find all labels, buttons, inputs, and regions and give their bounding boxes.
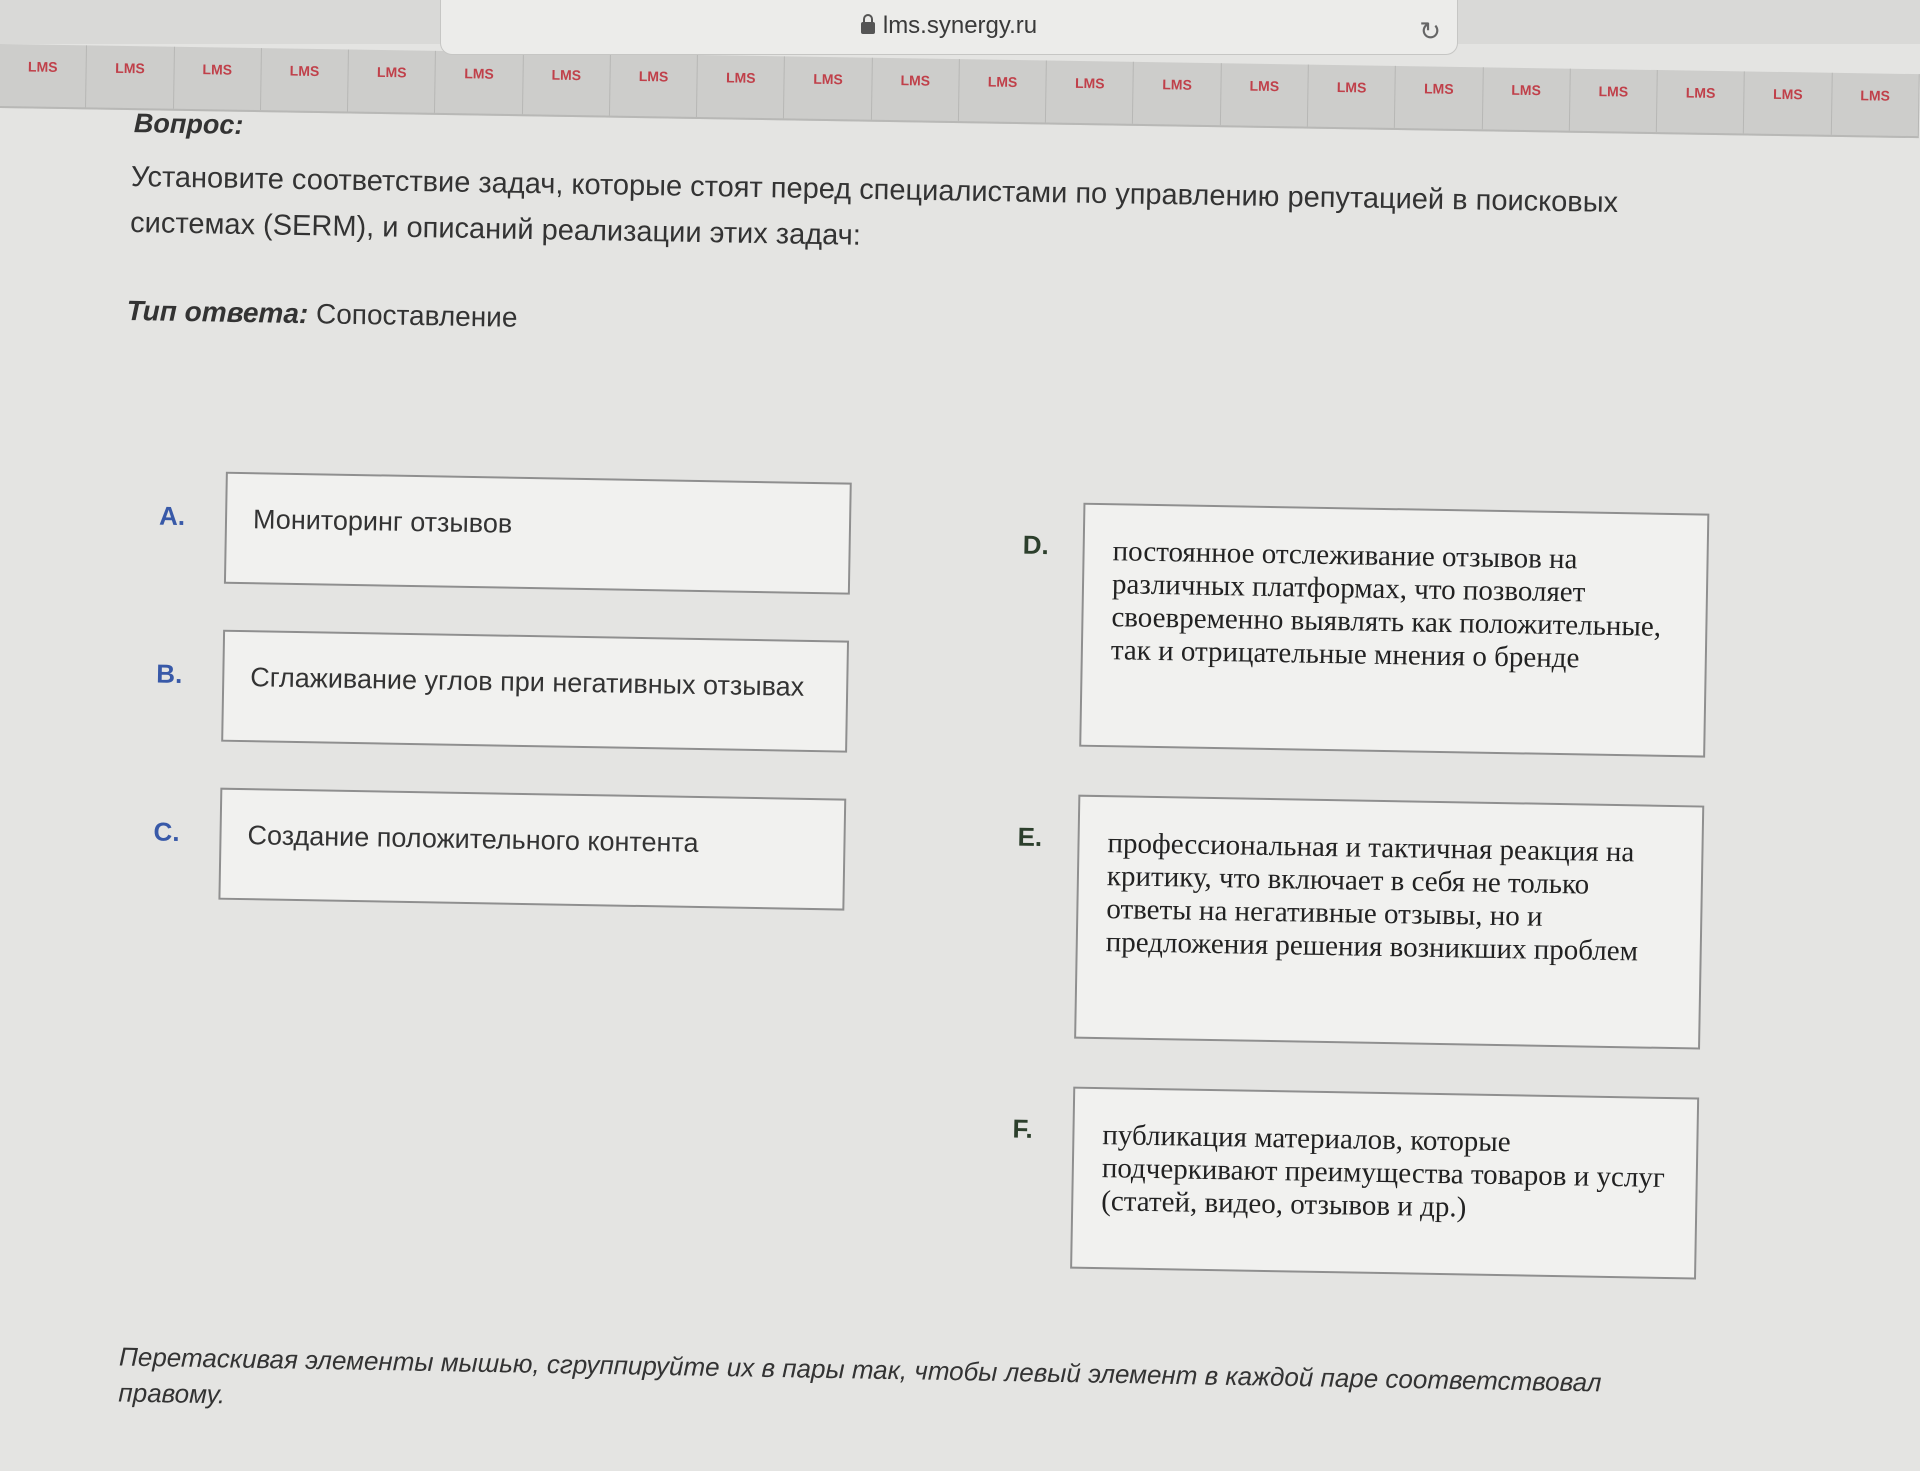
left-card-b[interactable]	[221, 630, 849, 753]
right-card-text: постоянное отслеживание отзывов на различных платформах, что позволяет своевременно выявлять как положительные, так и отрицательные мнения о бренде	[1110, 535, 1662, 675]
right-letter-f: F.	[1012, 1113, 1034, 1144]
answer-type	[126, 295, 517, 334]
right-card-f[interactable]	[1070, 1087, 1699, 1280]
right-card-text: профессиональная и тактичная реакция на критику, что включает в себя не только ответы на негативные отзывы, но и предложения решения возникших проблем	[1105, 827, 1639, 968]
strip-tab[interactable]: LMS	[1482, 67, 1570, 130]
strip-tab[interactable]: LMS	[523, 52, 611, 115]
strip-tab[interactable]: LMS	[1133, 62, 1221, 125]
question-text: Установите соответствие задач, которые стоят перед специалистами по управлению репутацией в поисковых системах (SERM), и описаний реализации этих задач:	[129, 161, 1619, 252]
strip-tab[interactable]: LMS	[0, 44, 87, 107]
strip-tab[interactable]: LMS	[348, 49, 436, 112]
strip-tab[interactable]: LMS	[784, 56, 872, 119]
strip-tab[interactable]: LMS	[1570, 69, 1658, 132]
strip-tab[interactable]: LMS	[959, 59, 1047, 122]
strip-tab[interactable]: LMS	[174, 47, 262, 110]
strip-tab[interactable]: LMS	[86, 45, 174, 108]
right-letter-e: E.	[1017, 821, 1043, 853]
strip-tab[interactable]: LMS	[872, 58, 960, 121]
question-label: Вопрос:	[133, 108, 244, 140]
strip-tab[interactable]: LMS	[1657, 70, 1745, 133]
right-card-e[interactable]	[1074, 795, 1704, 1050]
answer-type-value: Сопоставление	[315, 298, 518, 333]
strip-tab[interactable]: LMS	[697, 55, 785, 118]
strip-tab[interactable]: LMS	[435, 51, 523, 114]
drag-instruction: Перетаскивая элементы мышью, сгруппируйте их в пары так, чтобы левый элемент в каждой паре соответствовал правому.	[118, 1341, 1602, 1410]
left-letter-c: C.	[153, 816, 180, 847]
right-letter-d: D.	[1022, 529, 1049, 561]
left-letter-b: B.	[156, 658, 183, 689]
left-card-a[interactable]	[224, 472, 852, 595]
strip-tab[interactable]: LMS	[1221, 63, 1309, 126]
right-card-text: публикация материалов, которые подчеркивают преимущества товаров и услуг (статей, видео, отзывов и др.)	[1101, 1119, 1666, 1224]
left-card-text: Мониторинг отзывов	[252, 504, 513, 539]
left-card-c[interactable]	[218, 788, 846, 911]
left-card-text: Сглаживание углов при негативных отзывах	[250, 662, 805, 702]
strip-tab[interactable]: LMS	[1046, 60, 1134, 123]
strip-tab[interactable]: LMS	[1395, 66, 1483, 129]
right-card-d[interactable]	[1079, 503, 1709, 758]
strip-tab[interactable]: LMS	[1831, 73, 1919, 136]
strip-tab[interactable]: LMS	[261, 48, 349, 111]
strip-tab[interactable]: LMS	[1744, 71, 1832, 134]
reload-icon[interactable]: ↻	[1419, 16, 1441, 46]
strip-tab[interactable]: LMS	[610, 54, 698, 117]
left-letter-a: A.	[158, 500, 186, 532]
url-text: lms.synergy.ru	[882, 12, 1038, 39]
answer-type-label: Тип ответа:	[126, 294, 309, 330]
strip-tab[interactable]: LMS	[1308, 65, 1396, 128]
left-card-text: Создание положительного контента	[247, 820, 699, 859]
